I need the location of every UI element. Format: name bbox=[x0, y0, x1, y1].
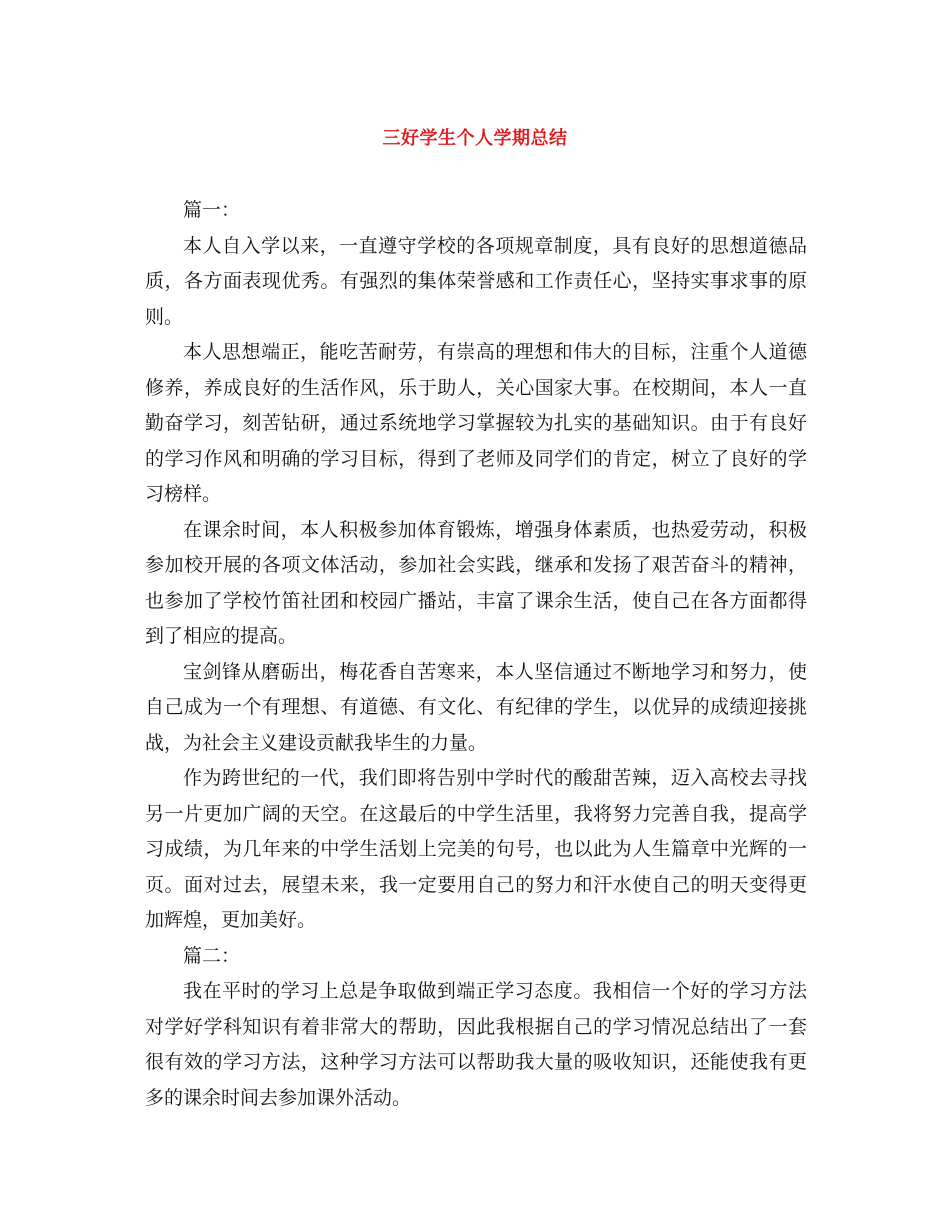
section-heading-1: 篇一： bbox=[183, 199, 241, 221]
section-heading-2: 篇二： bbox=[183, 944, 241, 967]
paragraph: 作为跨世纪的一代，我们即将告别中学时代的酸甜苦辣，迈入高校去寻找另一片更加广阔的天空。在这最后的中学生活里，我将努力完善自我，提高学习成绩，为几年来的中学生活划上完美的句号，也以此为人生篇章中光辉的一页。面对过去，展望未来，我一定要用自己的努力和汗水使自己的明天变得更加辉煌，更加美好。 bbox=[145, 767, 807, 931]
paragraph: 本人自入学以来，一直遵守学校的各项规章制度，具有良好的思想道德品质，各方面表现优秀。有强烈的集体荣誉感和工作责任心，坚持实事求事的原则。 bbox=[145, 234, 807, 328]
paragraph: 在课余时间，本人积极参加体育锻炼，增强身体素质，也热爱劳动，积极参加校开展的各项文体活动，参加社会实践，继承和发扬了艰苦奋斗的精神，也参加了学校竹笛社团和校园广播站，丰富了课余生活，使自己在各方面都得到了相应的提高。 bbox=[145, 518, 807, 647]
paragraph: 宝剑锋从磨砺出，梅花香自苦寒来，本人坚信通过不断地学习和努力，使自己成为一个有理想、有道德、有文化、有纪律的学生，以优异的成绩迎接挑战，为社会主义建设贡献我毕生的力量。 bbox=[145, 660, 807, 754]
document-body bbox=[145, 193, 807, 1116]
paragraph: 本人思想端正，能吃苦耐劳，有崇高的理想和伟大的目标，注重个人道德修养，养成良好的生活作风，乐于助人，关心国家大事。在校期间，本人一直勤奋学习，刻苦钻研，通过系统地学习掌握较为扎实的基础知识。由于有良好的学习作风和明确的学习目标，得到了老师及同学们的肯定，树立了良好的学习榜样。 bbox=[145, 341, 807, 505]
paragraph: 我在平时的学习上总是争取做到端正学习态度。我相信一个好的学习方法对学好学科知识有着非常大的帮助，因此我根据自己的学习情况总结出了一套很有效的学习方法，这种学习方法可以帮助我大量的吸收知识，还能使我有更多的课余时间去参加课外活动。 bbox=[145, 980, 807, 1109]
document-title: 三好学生个人学期总结 bbox=[382, 128, 568, 149]
